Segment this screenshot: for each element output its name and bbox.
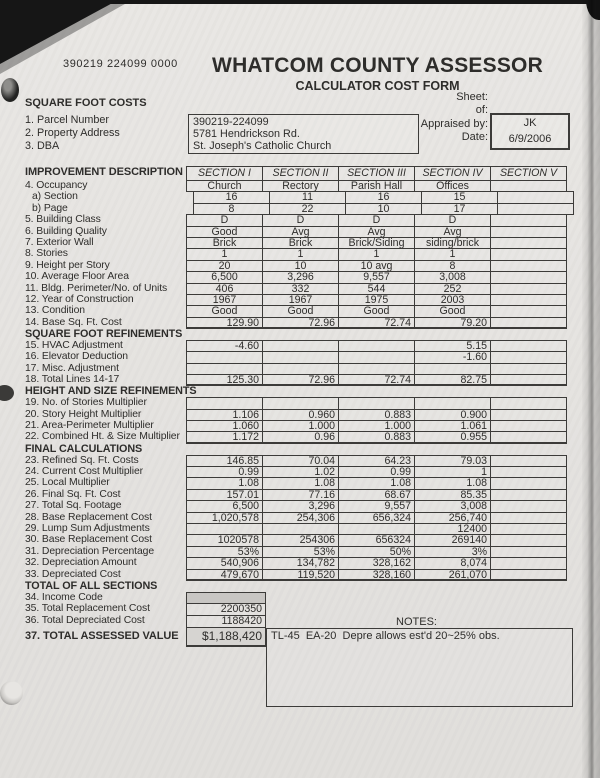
table-cell: 3,296 bbox=[262, 271, 339, 283]
row-label: 20. Story Height Multiplier bbox=[25, 408, 142, 420]
table-cell: 2003 bbox=[414, 294, 491, 306]
table-cell: 70.04 bbox=[262, 455, 339, 467]
table-cell: 1 bbox=[186, 248, 263, 260]
row-label: 21. Area-Perimeter Multiplier bbox=[25, 420, 154, 432]
table-cell: 72.74 bbox=[338, 317, 415, 329]
table-cell: Good bbox=[186, 226, 263, 238]
table-row bbox=[25, 386, 585, 397]
table-cell: 68.67 bbox=[338, 489, 415, 501]
table-cell: 1020578 bbox=[186, 534, 263, 546]
row-label: 6. Building Quality bbox=[25, 225, 107, 237]
row-cells bbox=[186, 569, 567, 581]
table-cell: Good bbox=[186, 305, 263, 317]
table-cell: 1.172 bbox=[186, 431, 263, 443]
notes-box bbox=[266, 628, 573, 707]
table-cell: 544 bbox=[338, 283, 415, 295]
table-cell: 479,670 bbox=[186, 569, 263, 581]
table-cell: 540,906 bbox=[186, 557, 263, 569]
table-cell: 656324 bbox=[338, 534, 415, 546]
table-row bbox=[25, 581, 585, 592]
table-cell: 3,008 bbox=[414, 271, 491, 283]
table-cell: 328,162 bbox=[338, 557, 415, 569]
row-label: FINAL CALCULATIONS bbox=[25, 442, 143, 455]
table-cell: 72.96 bbox=[262, 374, 339, 386]
table-cell: 1.08 bbox=[186, 477, 263, 489]
table-cell bbox=[490, 317, 567, 329]
page-subtitle: CALCULATOR COST FORM bbox=[295, 79, 460, 93]
table-cell: 5.15 bbox=[414, 340, 491, 352]
table-cell: 252 bbox=[414, 283, 491, 295]
table-cell: D bbox=[262, 214, 339, 226]
punch-hole-top bbox=[1, 78, 19, 102]
row-cells bbox=[186, 627, 266, 647]
table-cell: 53% bbox=[186, 546, 263, 558]
table-cell bbox=[490, 431, 567, 443]
table-cell: 0.960 bbox=[262, 409, 339, 421]
table-cell: 3,008 bbox=[414, 500, 491, 512]
table-cell: 146.85 bbox=[186, 455, 263, 467]
table-cell: Avg bbox=[262, 226, 339, 238]
table-cell: 3% bbox=[414, 546, 491, 558]
table-row bbox=[25, 166, 585, 181]
parcel-stamp: 390219 224099 0000 bbox=[63, 58, 178, 70]
row-label: 33. Depreciated Cost bbox=[25, 568, 121, 580]
table-cell: 1188420 bbox=[186, 615, 266, 628]
property-address-value: 5781 Hendrickson Rd. bbox=[193, 128, 300, 141]
row-label: 34. Income Code bbox=[25, 591, 103, 603]
row-label: 17. Misc. Adjustment bbox=[25, 362, 119, 374]
row-label: 24. Current Cost Multiplier bbox=[25, 465, 143, 477]
table-cell: 10 avg bbox=[338, 260, 415, 272]
row-label: 7. Exterior Wall bbox=[25, 236, 94, 248]
table-cell: 1.08 bbox=[262, 477, 339, 489]
table-cell: 10 bbox=[262, 260, 339, 272]
table-cell: $1,188,420 bbox=[186, 627, 266, 647]
row-label: TOTAL OF ALL SECTIONS bbox=[25, 579, 158, 592]
table-cell: Offices bbox=[414, 180, 491, 192]
table-cell: 125.30 bbox=[186, 374, 263, 386]
table-cell: 0.99 bbox=[186, 466, 263, 478]
table-cell: 16 bbox=[345, 191, 422, 203]
table-cell: 85.35 bbox=[414, 489, 491, 501]
table-cell: 3,296 bbox=[262, 500, 339, 512]
row-label: 22. Combined Ht. & Size Multiplier bbox=[25, 431, 180, 443]
table-cell: 1 bbox=[414, 466, 491, 478]
table-cell: Avg bbox=[338, 226, 415, 238]
table-cell: 332 bbox=[262, 283, 339, 295]
row-label: 19. No. of Stories Multiplier bbox=[25, 397, 147, 409]
table-cell: 256,740 bbox=[414, 512, 491, 524]
table-cell: siding/brick bbox=[414, 237, 491, 249]
table-cell: 1.08 bbox=[338, 477, 415, 489]
table-cell: 82.75 bbox=[414, 374, 491, 386]
table-cell: 134,782 bbox=[262, 557, 339, 569]
table-cell: 2200350 bbox=[186, 603, 266, 616]
table-row bbox=[25, 444, 585, 455]
parcel-info-box bbox=[188, 114, 419, 154]
table-cell: 8 bbox=[414, 260, 491, 272]
table-cell: 254306 bbox=[262, 534, 339, 546]
row-label: a) Section bbox=[32, 191, 78, 203]
table-cell: Brick bbox=[262, 237, 339, 249]
table-cell: 269140 bbox=[414, 534, 491, 546]
table-cell: 157.01 bbox=[186, 489, 263, 501]
table-cell: 0.883 bbox=[338, 431, 415, 443]
table-cell: Rectory bbox=[262, 180, 339, 192]
table-cell: 50% bbox=[338, 546, 415, 558]
table-cell: Brick bbox=[186, 237, 263, 249]
table-cell: 6,500 bbox=[186, 271, 263, 283]
punch-hole-middle bbox=[0, 385, 14, 401]
table-cell: 328,160 bbox=[338, 569, 415, 581]
table-row bbox=[25, 431, 585, 443]
row-label: 10. Average Floor Area bbox=[25, 271, 129, 283]
parcel-number-value: 390219-224099 bbox=[193, 116, 269, 128]
table-cell: SECTION III bbox=[338, 166, 415, 181]
table-cell: SECTION V bbox=[490, 166, 567, 181]
row-label: 28. Base Replacement Cost bbox=[25, 511, 152, 523]
table-cell: 53% bbox=[262, 546, 339, 558]
notes-text: TL-45 EA-20 Depre allows est'd 20~25% obs. bbox=[271, 630, 500, 642]
table-cell: 9,557 bbox=[338, 500, 415, 512]
page-title: WHATCOM COUNTY ASSESSOR bbox=[212, 54, 543, 77]
table-cell: 0.96 bbox=[262, 431, 339, 443]
table-cell: Good bbox=[338, 305, 415, 317]
table-cell: 17 bbox=[421, 203, 498, 215]
row-label: b) Page bbox=[32, 202, 68, 214]
table-cell: 15 bbox=[421, 191, 498, 203]
table-cell: Brick/Siding bbox=[338, 237, 415, 249]
table-cell: 1.02 bbox=[262, 466, 339, 478]
row-label: 4. Occupancy bbox=[25, 180, 88, 191]
appraised-by-label: Appraised by: bbox=[420, 117, 488, 130]
row-label: 13. Condition bbox=[25, 305, 85, 317]
table-cell: Church bbox=[186, 180, 263, 192]
table-cell: 79.20 bbox=[414, 317, 491, 329]
date-value: 6/9/2006 bbox=[508, 133, 552, 145]
of-label: of: bbox=[475, 104, 488, 117]
row-label: 37. TOTAL ASSESSED VALUE bbox=[25, 630, 179, 643]
table-cell: 10 bbox=[345, 203, 422, 215]
date-label: Date: bbox=[461, 131, 488, 144]
row-label: 23. Refined Sq. Ft. Costs bbox=[25, 454, 139, 466]
row-label: 31. Depreciation Percentage bbox=[25, 545, 154, 557]
table-cell bbox=[490, 374, 567, 386]
row-label: 25. Local Multiplier bbox=[25, 477, 110, 489]
table-cell: D bbox=[338, 214, 415, 226]
table-cell: Parish Hall bbox=[338, 180, 415, 192]
table-cell: 0.900 bbox=[414, 409, 491, 421]
dba-label: 3. DBA bbox=[25, 140, 60, 152]
table-row bbox=[25, 329, 585, 340]
table-cell: 22 bbox=[269, 203, 346, 215]
table-cell: 1.061 bbox=[414, 420, 491, 432]
table-cell: 406 bbox=[186, 283, 263, 295]
dba-value: St. Joseph's Catholic Church bbox=[193, 140, 332, 153]
table-cell: 20 bbox=[186, 260, 263, 272]
table-cell: 1 bbox=[338, 248, 415, 260]
row-label: 18. Total Lines 14-17 bbox=[25, 374, 120, 386]
row-label: 14. Base Sq. Ft. Cost bbox=[25, 316, 122, 328]
row-label: SQUARE FOOT REFINEMENTS bbox=[25, 328, 183, 341]
row-label: 15. HVAC Adjustment bbox=[25, 339, 123, 351]
table-cell: 1.08 bbox=[414, 477, 491, 489]
table-cell: 8 bbox=[193, 203, 270, 215]
table-cell: D bbox=[414, 214, 491, 226]
table-cell: -1.60 bbox=[414, 351, 491, 363]
row-label: 16. Elevator Deduction bbox=[25, 351, 128, 363]
table-cell: Good bbox=[414, 305, 491, 317]
table-cell: 1.000 bbox=[262, 420, 339, 432]
table-cell: 72.74 bbox=[338, 374, 415, 386]
table-cell bbox=[490, 569, 567, 581]
table-cell: 1967 bbox=[262, 294, 339, 306]
table-cell: 6,500 bbox=[186, 500, 263, 512]
table-cell: 656,324 bbox=[338, 512, 415, 524]
table-cell: SECTION II bbox=[262, 166, 339, 181]
table-cell: 1967 bbox=[186, 294, 263, 306]
table-cell: 1.000 bbox=[338, 420, 415, 432]
table-cell: 1 bbox=[414, 248, 491, 260]
table-cell: 12400 bbox=[414, 523, 491, 535]
table-cell: 261,070 bbox=[414, 569, 491, 581]
table-cell: Avg bbox=[414, 226, 491, 238]
row-label: 26. Final Sq. Ft. Cost bbox=[25, 488, 121, 500]
table-cell: 1.060 bbox=[186, 420, 263, 432]
table-cell: 11 bbox=[269, 191, 346, 203]
table-cell: -4.60 bbox=[186, 340, 263, 352]
table-cell: 72.96 bbox=[262, 317, 339, 329]
row-cells bbox=[186, 374, 567, 386]
table-cell: 254,306 bbox=[262, 512, 339, 524]
table-cell: 16 bbox=[193, 191, 270, 203]
table-cell: 77.16 bbox=[262, 489, 339, 501]
punch-hole-bottom bbox=[0, 681, 23, 705]
table-cell: 8,074 bbox=[414, 557, 491, 569]
notes-label: NOTES: bbox=[396, 616, 437, 628]
table-cell: Good bbox=[262, 305, 339, 317]
parcel-number-label: 1. Parcel Number bbox=[25, 114, 110, 126]
row-cells bbox=[186, 431, 567, 443]
table-cell: 0.99 bbox=[338, 466, 415, 478]
table-cell: SECTION IV bbox=[414, 166, 491, 181]
table-cell: 0.955 bbox=[414, 431, 491, 443]
table-cell: 9,557 bbox=[338, 271, 415, 283]
row-label: 30. Base Replacement Cost bbox=[25, 534, 152, 546]
table-cell: 119,520 bbox=[262, 569, 339, 581]
row-label: 8. Stories bbox=[25, 248, 68, 260]
row-label: 5. Building Class bbox=[25, 214, 101, 226]
appraiser-box bbox=[490, 113, 570, 150]
form-rows bbox=[25, 166, 585, 647]
row-label: 12. Year of Construction bbox=[25, 293, 134, 305]
table-cell: 79.03 bbox=[414, 455, 491, 467]
table-cell: 1.106 bbox=[186, 409, 263, 421]
appraiser-value: JK bbox=[523, 117, 537, 129]
row-label: 27. Total Sq. Footage bbox=[25, 500, 122, 512]
sheet-label: Sheet: bbox=[456, 91, 488, 103]
row-label: HEIGHT AND SIZE REFINEMENTS bbox=[25, 385, 197, 398]
row-label: 29. Lump Sum Adjustments bbox=[25, 522, 150, 534]
table-cell: 64.23 bbox=[338, 455, 415, 467]
table-cell: D bbox=[186, 214, 263, 226]
table-cell: 1975 bbox=[338, 294, 415, 306]
row-label: 11. Bldg. Perimeter/No. of Units bbox=[25, 282, 168, 294]
table-cell: 1,020,578 bbox=[186, 512, 263, 524]
table-cell: 1 bbox=[262, 248, 339, 260]
property-address-label: 2. Property Address bbox=[25, 127, 120, 139]
square-foot-costs-heading: SQUARE FOOT COSTS bbox=[25, 97, 147, 109]
row-label: 32. Depreciation Amount bbox=[25, 557, 137, 569]
row-cells bbox=[186, 166, 567, 181]
table-cell: SECTION I bbox=[186, 166, 263, 181]
table-cell: 0.883 bbox=[338, 409, 415, 421]
table-cell: 129.90 bbox=[186, 317, 263, 329]
row-label: 36. Total Depreciated Cost bbox=[25, 615, 145, 627]
row-label: 9. Height per Story bbox=[25, 259, 110, 271]
row-label: 35. Total Replacement Cost bbox=[25, 603, 150, 615]
row-label: IMPROVEMENT DESCRIPTION bbox=[25, 166, 183, 178]
row-cells bbox=[186, 317, 567, 329]
